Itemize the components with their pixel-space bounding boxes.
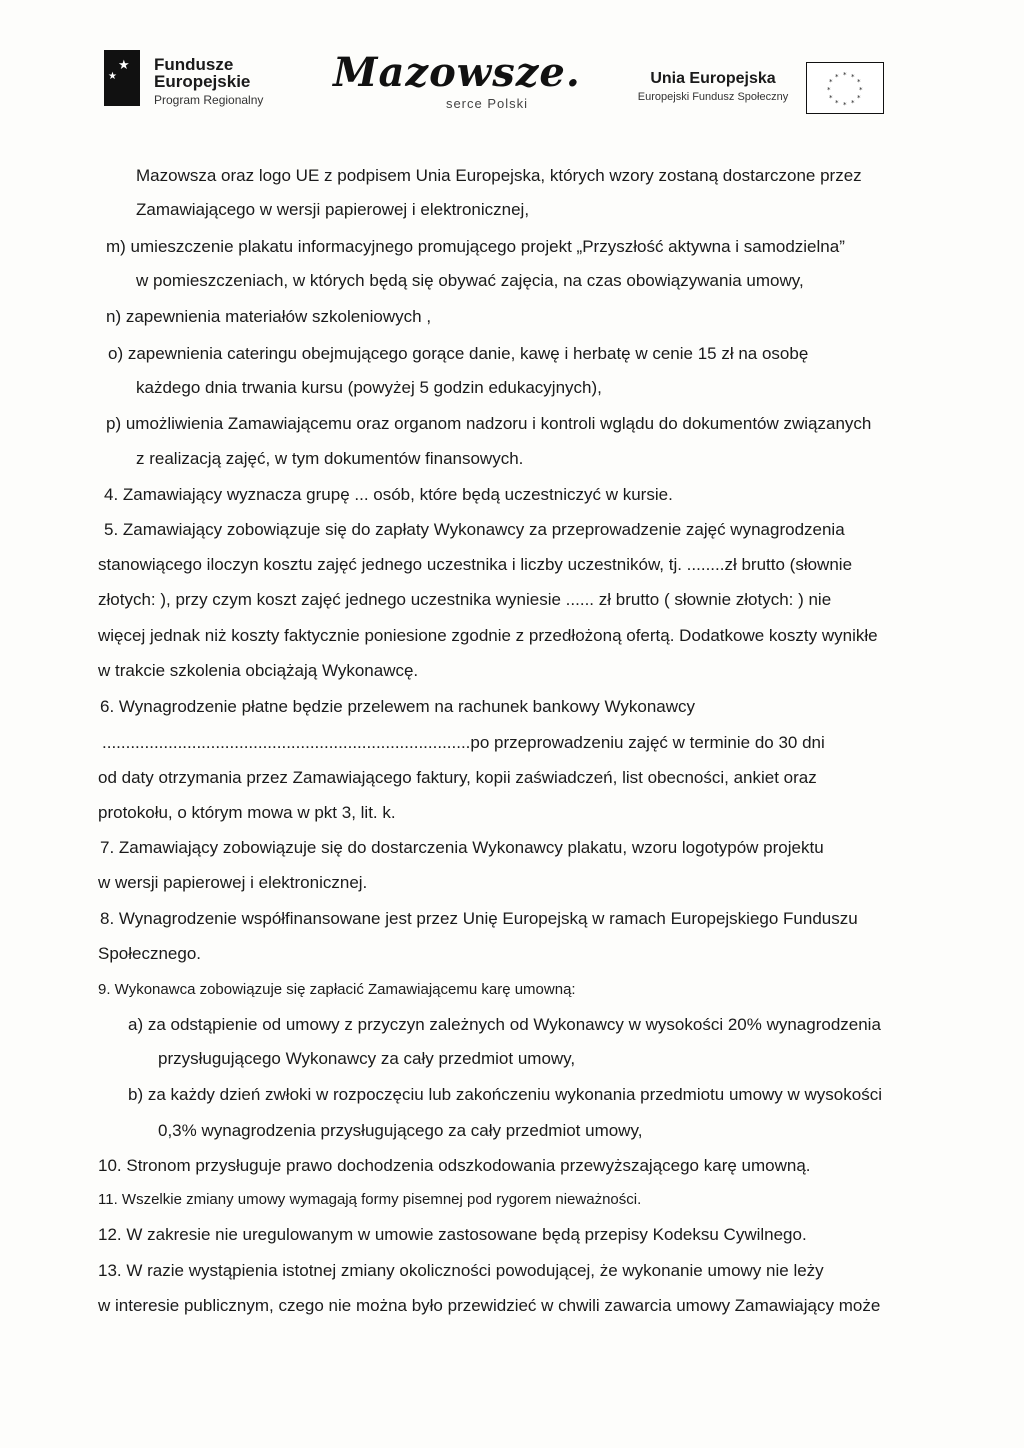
svg-text:*: *	[843, 71, 847, 79]
point-10: 10. Stronom przysługuje prawo dochodzenia odszkodowania przewyższającego karę umowną.	[98, 1156, 811, 1175]
point-8: 8. Wynagrodzenie współfinansowane jest przez Unię Europejską w ramach Europejskiego Funduszu	[100, 909, 858, 928]
list-item-a: a) za odstąpienie od umowy z przyczyn zależnych od Wykonawcy w wysokości 20% wynagrodzenia	[128, 1015, 881, 1034]
text-line: stanowiącego iloczyn kosztu zajęć jednego uczestnika i liczby uczestników, tj. ........zł brutto (słownie	[98, 555, 853, 574]
text-line: z realizacją zajęć, w tym dokumentów finansowych.	[136, 449, 524, 468]
point-9: 9. Wykonawca zobowiązuje się zapłacić Zamawiającemu karę umowną:	[98, 981, 576, 998]
text-line: w wersji papierowej i elektronicznej.	[98, 873, 368, 892]
text-line: 0,3% wynagrodzenia przysługującego za cały przedmiot umowy,	[158, 1121, 643, 1140]
fundusze-europejskie-mark-icon: ★ ★	[104, 50, 140, 106]
svg-text:*: *	[829, 78, 833, 86]
list-item-n: n) zapewnienia materiałów szkoleniowych ,	[106, 307, 432, 326]
text-line: każdego dnia trwania kursu (powyżej 5 godzin edukacyjnych),	[136, 378, 602, 397]
svg-text:*: *	[851, 99, 855, 107]
svg-text:*: *	[829, 94, 833, 102]
ue-title: Unia Europejska	[650, 70, 776, 87]
list-item-p: p) umożliwienia Zamawiającemu oraz organom nadzoru i kontroli wglądu do dokumentów związanych	[106, 414, 872, 433]
text-line: w interesie publicznym, czego nie można było przewidzieć w chwili zawarcia umowy Zamawiający może	[98, 1296, 881, 1315]
text-line: złotych: ), przy czym koszt zajęć jednego uczestnika wyniesie ...... zł brutto ( słownie złotych: ) nie	[98, 590, 832, 609]
text-line: więcej jednak niż koszty faktycznie poniesione zgodnie z przedłożoną ofertą. Dodatkowe koszty wynikłe	[98, 626, 878, 645]
text-line: Mazowsza oraz logo UE z podpisem Unia Europejska, których wzory zostaną dostarczone przez	[136, 166, 862, 185]
text-line: od daty otrzymania przez Zamawiającego faktury, kopii zaświadczeń, list obecności, ankiet oraz	[98, 768, 817, 787]
svg-text:*: *	[859, 86, 863, 94]
point-4: 4. Zamawiający wyznacza grupę ... osób, które będą uczestniczyć w kursie.	[104, 485, 673, 504]
point-7: 7. Zamawiający zobowiązuje się do dostarczenia Wykonawcy plakatu, wzoru logotypów projektu	[100, 838, 824, 857]
list-item-b: b) za każdy dzień zwłoki w rozpoczęciu lub zakończeniu wykonania przedmiotu umowy w wysokości	[128, 1085, 882, 1104]
text-line: protokołu, o którym mowa w pkt 3, lit. k.	[98, 803, 396, 822]
text-line: przysługującego Wykonawcy za cały przedmiot umowy,	[158, 1049, 576, 1068]
header-logos	[0, 0, 1024, 130]
point-13: 13. W razie wystąpienia istotnej zmiany okoliczności powodującej, że wykonanie umowy nie leży	[98, 1261, 824, 1280]
point-11: 11. Wszelkie zmiany umowy wymagają formy pisemnej pod rygorem nieważności.	[98, 1191, 642, 1208]
fe-line-2: Europejskie	[154, 72, 251, 91]
mazowsze-wordmark: Mazowsze.	[333, 49, 581, 96]
eu-flag-icon	[806, 62, 884, 114]
svg-text:*: *	[835, 99, 839, 107]
text-line: Zamawiającego w wersji papierowej i elektronicznej,	[136, 200, 530, 219]
svg-text:*: *	[857, 94, 861, 102]
point-5: 5. Zamawiający zobowiązuje się do zapłaty Wykonawcy za przeprowadzenie zajęć wynagrodzenia	[104, 520, 845, 539]
point-12: 12. W zakresie nie uregulowanym w umowie zastosowane będą przepisy Kodeksu Cywilnego.	[98, 1225, 807, 1244]
svg-text:*: *	[827, 86, 831, 94]
text-line: ..............................................................................po przeprowadzeniu zajęć w terminie do 30 dni	[102, 733, 825, 752]
svg-text:*: *	[857, 78, 861, 86]
svg-text:*: *	[851, 73, 855, 81]
list-item-m: m) umieszczenie plakatu informacyjnego promującego projekt „Przyszłość aktywna i samodzielna”	[106, 237, 845, 256]
text-line: Społecznego.	[98, 944, 202, 963]
text-line: w trakcie szkolenia obciążają Wykonawcę.	[98, 661, 419, 680]
svg-text:*: *	[843, 101, 847, 109]
fe-line-3: Program Regionalny	[154, 93, 264, 107]
ue-subtitle: Europejski Fundusz Społeczny	[637, 91, 789, 103]
svg-text:*: *	[835, 73, 839, 81]
mazowsze-logo	[312, 49, 602, 111]
fundusze-europejskie-logo	[104, 50, 263, 109]
ue-label	[628, 70, 798, 103]
point-6: 6. Wynagrodzenie płatne będzie przelewem na rachunek bankowy Wykonawcy	[100, 697, 696, 716]
text-line: w pomieszczeniach, w których będą się obywać zajęcia, na czas obowiązywania umowy,	[136, 271, 804, 290]
fe-line-1: Fundusze	[154, 55, 234, 74]
mazowsze-tagline: serce Polski	[445, 96, 529, 111]
list-item-o: o) zapewnienia cateringu obejmującego gorące danie, kawę i herbatę w cenie 15 zł na osobę	[108, 344, 809, 363]
